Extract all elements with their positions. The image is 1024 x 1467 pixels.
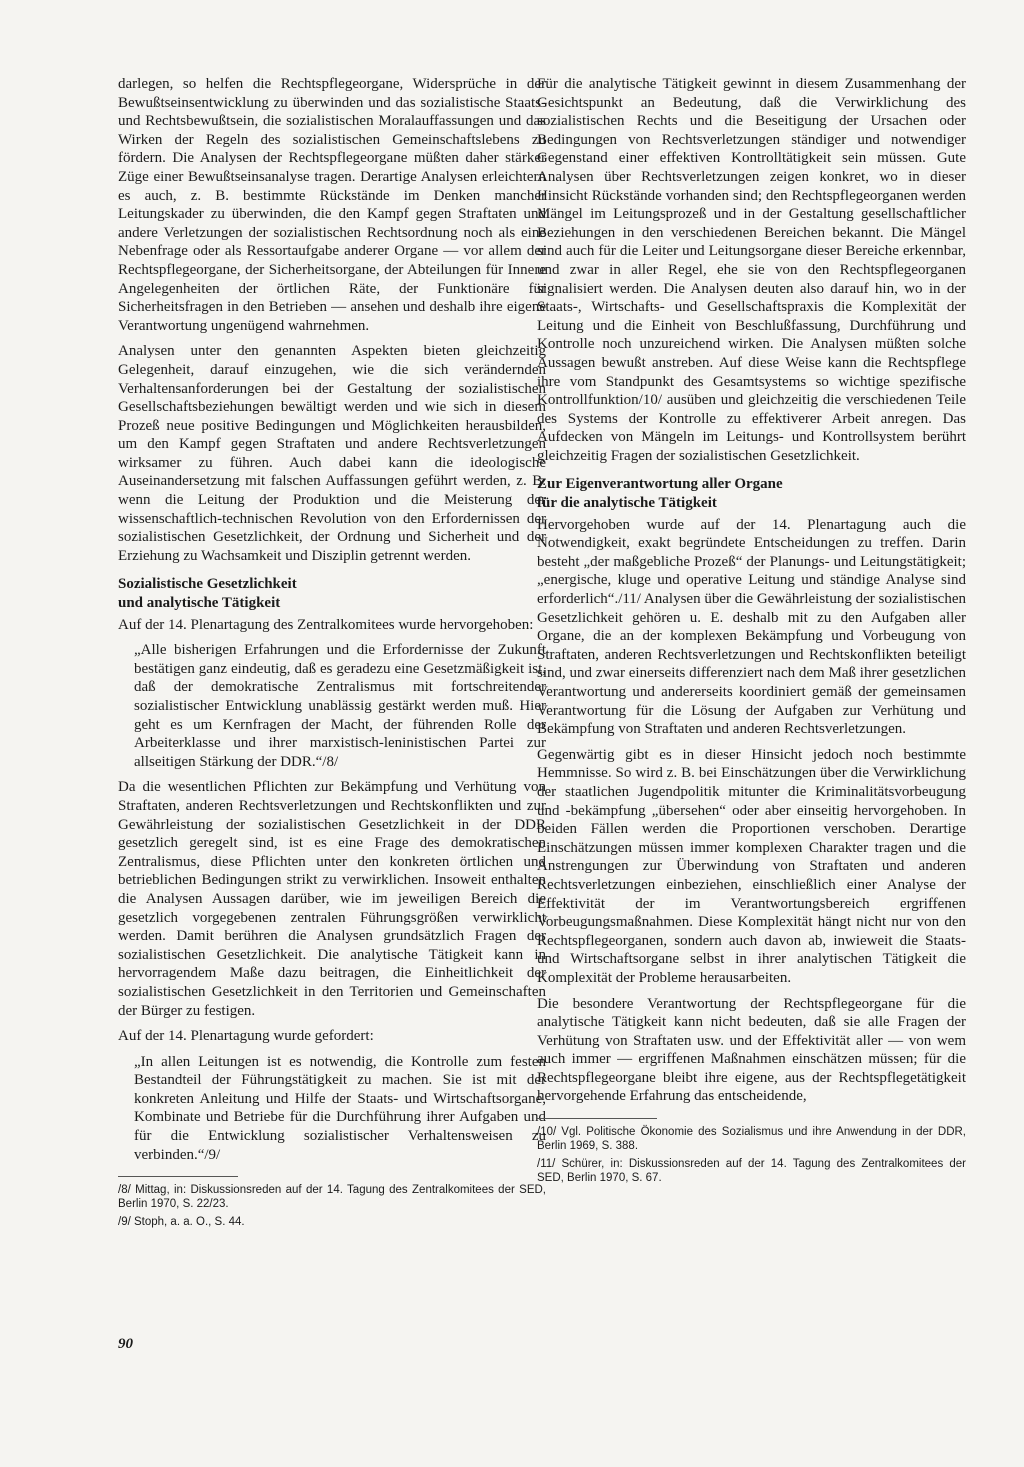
footnote-divider xyxy=(537,1118,657,1119)
paragraph: Auf der 14. Plenartagung des Zentralkomitees wurde hervorgehoben: xyxy=(118,616,534,633)
page-number: 90 xyxy=(118,1336,133,1352)
block-quote: „In allen Leitungen ist es notwendig, die Kontrolle zum festen Bestandteil der Führungstätigkeit zu machen. Sie ist mit der konkreten Anleitung und Hilfe der Staats- und Wirtschaftsorgane, Kombinate und Betriebe für die Durchführung ihrer Aufgaben und für die Entwicklung sozialistischer Verhaltensweisen zu verbinden.“/9/ xyxy=(134,1053,546,1163)
footnote: /10/ Vgl. Politische Ökonomie des Sozialismus und ihre Anwendung in der DDR, Berlin 1969, S. 388. xyxy=(537,1126,966,1153)
section-heading-line: Sozialistische Gesetzlichkeit xyxy=(118,576,297,593)
section-heading-line: Zur Eigenverantwortung aller Organe xyxy=(537,476,783,493)
section-heading xyxy=(118,575,546,612)
paragraph: Da die wesentlichen Pflichten zur Bekämpfung und Verhütung von Straftaten, anderen Rechtsverletzungen und Rechtskonflikten und zur Gewährleistung der sozialistischen Gesetzlichkeit in der DDR gesetzlich geregelt sind, ist es eine Frage des demokratischen Zentralismus, diese Pflichten unter den konkreten örtlichen und betrieblichen Bedingungen strikt zu verwirklichen. Insoweit enthalten die Analysen Aussagen darüber, wie im jeweiligen Bereich die gesetzlich vorgegebenen zentralen Führungsgrößen verwirklicht werden. Damit berühren die Analysen grundsätzlich Fragen der sozialistischen Gesetzlichkeit. Die analytische Tätigkeit kann in hervorragendem Maße dazu beitragen, die Einheitlichkeit der sozialistischen Gesetzlichkeit in den Territorien und Gemeinschaften der Bürger zu festigen. xyxy=(118,779,546,1019)
section-heading xyxy=(537,475,966,512)
paragraph: Für die analytische Tätigkeit gewinnt in diesem Zusammenhang der Gesichtspunkt an Bedeutung, daß die Verwirklichung des sozialistischen Rechts und die Beseitigung der Ursachen oder Bedingungen von Rechtsverletzungen ständiger und notwendiger Gegenstand einer effektiven Kontrolltätigkeit sein müssen. Gute Analysen über Rechtsverletzungen zeigen konkret, wo in dieser Hinsicht Rückstände vorhanden sind; den Rechtspflegeorganen werden Mängel im Leitungsprozeß und in der Gestaltung gesellschaftlicher Beziehungen in den verschiedenen Bereichen bekannt. Die Mängel sind auch für die Leiter und Leitungsorgane dieser Bereiche erkennbar, und zwar in aller Regel, ehe sie von den Rechtspflegeorganen signalisiert werden. Die Analysen deuten also darauf hin, wo in der Staats-, Wirtschafts- und Gesellschaftspraxis die Komplexität der Leitung und die Einheit von Beschlußfassung, Durchführung und Kontrolle noch unzureichend wirken. Die Analysen müßten solche Aussagen bewußt anstreben. Auf diese Weise kann die Rechtspflege ihre vom Standpunkt des Gesamtsystems so wichtige spezifische Kontrollfunktion/10/ ausüben und gleichzeitig die verschiedenen Teile des Systems der Kontrolle zu effektiverer Arbeit anregen. Das Aufdecken von Mängeln im Leitungs- und Kontrollsystem berührt gleichzeitig Fragen der sozialistischen Gesetzlichkeit. xyxy=(537,76,966,464)
paragraph: Die besondere Verantwortung der Rechtspflegeorgane für die analytische Tätigkeit kann nicht bedeuten, daß sie alle Fragen der Verhütung von Straftaten usw. und der Effektivität aller — von wem auch immer — ergriffenen Maßnahmen einschätzen müssen; für die Rechtspflegeorgane bleibt ihre eigene, aus der Rechtspflegetätigkeit hervorgehende Erfahrung das entscheidende, xyxy=(537,995,966,1105)
footnotes xyxy=(118,1183,546,1229)
footnote: /11/ Schürer, in: Diskussionsreden auf der 14. Tagung des Zentralkomitees der SED, Berlin 1970, S. 67. xyxy=(537,1158,966,1185)
footnote: /9/ Stoph, a. a. O., S. 44. xyxy=(118,1216,245,1229)
paragraph: Gegenwärtig gibt es in dieser Hinsicht jedoch noch bestimmte Hemmnisse. So wird z. B. bei Einschätzungen über die Verwirklichung der staatlichen Jugendpolitik mitunter die Kriminalitätsvorbeugung und -bekämpfung „übersehen“ oder aber einseitig hervorgehoben. In beiden Fällen werden die Proportionen verschoben. Derartige Einschätzungen müssen immer komplexen Charakter tragen und die Anstrengungen zur Überwindung von Straftaten und anderen Rechtsverletzungen einbeziehen, einschließlich einer Analyse der Effektivität der im Verantwortungsbereich ergriffenen Vorbeugungsmaßnahmen. Diese Komplexität hängt nicht nur von den Rechtspflegeorganen, sondern auch davon ab, inwieweit die Staats- und Wirtschaftsorgane selbst in ihrer analytischen Tätigkeit die Komplexität der Probleme herausarbeiten. xyxy=(537,746,966,986)
footnote: /8/ Mittag, in: Diskussionsreden auf der 14. Tagung des Zentralkomitees der SED, Berlin 1970, S. 22/23. xyxy=(118,1184,546,1211)
section-heading-line: und analytische Tätigkeit xyxy=(118,595,281,612)
left-column xyxy=(118,75,546,1233)
right-column xyxy=(537,75,966,1189)
paragraph: Auf der 14. Plenartagung wurde gefordert: xyxy=(118,1028,374,1045)
footnotes xyxy=(537,1125,966,1185)
block-quote: „Alle bisherigen Erfahrungen und die Erfordernisse der Zukunft bestätigen ganz eindeutig, daß es geradezu eine Gesetzmäßigkeit ist, daß der demokratische Zentralismus mit fortschreitender sozialistischer Entwicklung unablässig gestärkt werden muß. Hier geht es um Kernfragen der Macht, der führenden Rolle der Arbeiterklasse und ihrer marxistisch-leninistischen Partei zur allseitigen Stärkung der DDR.“/8/ xyxy=(134,642,546,770)
paragraph: Analysen unter den genannten Aspekten bieten gleichzeitig Gelegenheit, darauf einzugehen, wie die sich verändernden Verhaltensanforderungen bei der Gestaltung der sozialistischen Gesellschaftsbeziehungen bewältigt werden und wie sich in diesem Prozeß neue positive Bedingungen und Möglichkeiten herausbilden, um den Kampf gegen Straftaten und andere Rechtsverletzungen wirksamer zu führen. Auch dabei kann die ideologische Auseinandersetzung mit falschen Auffassungen geführt werden, z. B. wenn die Leitung der Produktion und die Meisterung der wissenschaftlich-technischen Revolution von den Erfordernissen der sozialistischen Gesetzlichkeit, der Ordnung und Sicherheit und der Erziehung zu Wachsamkeit und Disziplin getrennt werden. xyxy=(118,343,546,564)
footnote-divider xyxy=(118,1176,238,1177)
paragraph: Hervorgehoben wurde auf der 14. Plenartagung auch die Notwendigkeit, exakt begründete Entscheidungen zu treffen. Darin besteht „der maßgebliche Prozeß“ der Planungs- und Leitungstätigkeit; „energische, kluge und operative Leitung und ständige Analyse sind erforderlich“./11/ Analysen über die Gewährleistung der sozialistischen Gesetzlichkeit gehören u. E. deshalb mit zu den Aufgaben aller Organe, die an der komplexen Bekämpfung und Vorbeugung von Straftaten, anderen Rechtsverletzungen und Rechtskonflikten beteiligt sind, und zwar einerseits differenziert nach dem Maß ihrer gesetzlichen Verantwortung und andererseits koordiniert gemäß der gemeinsamen Verantwortung für die Lösung der Aufgaben zur Verhütung und Bekämpfung von Straftaten und anderen Rechtsverletzungen. xyxy=(537,516,966,738)
paragraph: darlegen, so helfen die Rechtspflegeorgane, Widersprüche in der Bewußtseinsentwicklung zu überwinden und das sozialistische Staats- und Rechtsbewußtsein, die sozialistischen Moralauffassungen und das Wirken der Regeln des sozialistischen Gemeinschaftslebens zu fördern. Die Analysen der Rechtspflegeorgane müßten daher stärker Züge einer Bewußtseinsanalyse tragen. Derartige Analysen erleichtern es auch, z. B. bestimmte Rückstände im Denken mancher Leitungskader zu überwinden, die den Kampf gegen Straftaten und andere Verletzungen der sozialistischen Rechtsordnung noch als eine Nebenfrage oder als Ressortaufgabe anderer Organe — vor allem der Rechtspflegeorgane, der Sicherheitsorgane, der Abteilungen für Innere Angelegenheiten der örtlichen Räte, der Funktionäre für Sicherheitsfragen in den Betrieben — ansehen und deshalb ihre eigene Verantwortung ungenügend wahrnehmen. xyxy=(118,76,546,334)
section-heading-line: für die analytische Tätigkeit xyxy=(537,495,717,512)
